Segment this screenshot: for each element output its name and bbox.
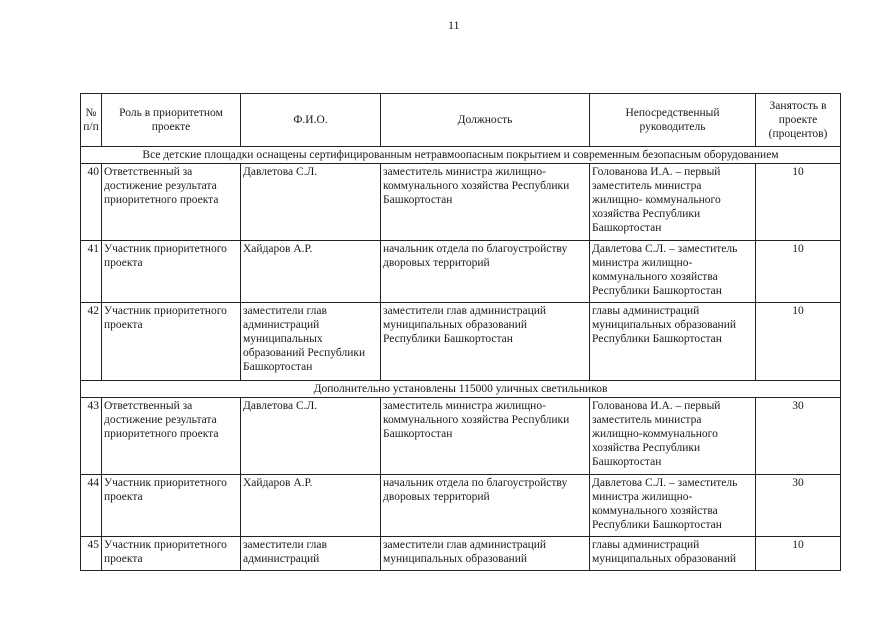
row-position: заместитель министра жилищно-коммунального хозяйства Республики Башкортостан xyxy=(381,398,590,475)
row-role: Ответственный за достижение результата приоритетного проекта xyxy=(102,164,241,241)
row-number: 42 xyxy=(81,303,102,381)
row-manager: Голованова И.А. – первый заместитель министра жилищно-коммунального хозяйства Республики Башкортостан xyxy=(590,398,756,475)
section-title: Все детские площадки оснащены сертифицированным нетравмоопасным покрытием и современным безопасным оборудованием xyxy=(81,147,841,164)
row-percent: 10 xyxy=(756,537,841,571)
project-roles-table xyxy=(80,93,841,571)
row-percent: 30 xyxy=(756,475,841,537)
table-row xyxy=(81,164,841,241)
row-manager: Давлетова С.Л. – заместитель министра жилищно-коммунального хозяйства Республики Башкортостан xyxy=(590,241,756,303)
table-header-row xyxy=(81,94,841,147)
row-role: Ответственный за достижение результата приоритетного проекта xyxy=(102,398,241,475)
row-position: заместители глав администраций муниципальных образований Республики Башкортостан xyxy=(381,303,590,381)
row-manager: Голованова И.А. – первый заместитель министра жилищно- коммунального хозяйства Республики Башкортостан xyxy=(590,164,756,241)
table-row xyxy=(81,475,841,537)
row-position: заместитель министра жилищно-коммунального хозяйства Республики Башкортостан xyxy=(381,164,590,241)
page-number: 11 xyxy=(448,18,460,32)
row-role: Участник приоритетного проекта xyxy=(102,303,241,381)
table-row xyxy=(81,537,841,571)
row-number: 44 xyxy=(81,475,102,537)
column-header-role: Роль в приоритетном проекте xyxy=(102,94,241,147)
row-name: Хайдаров А.Р. xyxy=(241,475,381,537)
row-percent: 10 xyxy=(756,241,841,303)
row-number: 45 xyxy=(81,537,102,571)
row-number: 41 xyxy=(81,241,102,303)
row-position: начальник отдела по благоустройству дворовых территорий xyxy=(381,475,590,537)
column-header-number: № п/п xyxy=(81,94,102,147)
row-name: Давлетова С.Л. xyxy=(241,398,381,475)
row-percent: 10 xyxy=(756,164,841,241)
row-name: заместители глав администраций муниципальных образований Республики Башкортостан xyxy=(241,303,381,381)
row-role: Участник приоритетного проекта xyxy=(102,537,241,571)
column-header-name: Ф.И.О. xyxy=(241,94,381,147)
row-name: Хайдаров А.Р. xyxy=(241,241,381,303)
column-header-percent: Занятость в проекте (процентов) xyxy=(756,94,841,147)
row-manager: Давлетова С.Л. – заместитель министра жилищно-коммунального хозяйства Республики Башкортостан xyxy=(590,475,756,537)
row-position: заместители глав администраций муниципальных образований xyxy=(381,537,590,571)
table-row xyxy=(81,241,841,303)
row-percent: 10 xyxy=(756,303,841,381)
row-name: заместители глав администраций xyxy=(241,537,381,571)
column-header-position: Должность xyxy=(381,94,590,147)
section-row xyxy=(81,147,841,164)
row-manager: главы администраций муниципальных образований xyxy=(590,537,756,571)
section-title: Дополнительно установлены 115000 уличных светильников xyxy=(81,381,841,398)
row-role: Участник приоритетного проекта xyxy=(102,241,241,303)
row-position: начальник отдела по благоустройству дворовых территорий xyxy=(381,241,590,303)
row-number: 43 xyxy=(81,398,102,475)
table-row xyxy=(81,398,841,475)
row-name: Давлетова С.Л. xyxy=(241,164,381,241)
row-manager: главы администраций муниципальных образований Республики Башкортостан xyxy=(590,303,756,381)
row-percent: 30 xyxy=(756,398,841,475)
row-number: 40 xyxy=(81,164,102,241)
column-header-manager: Непосредственный руководитель xyxy=(590,94,756,147)
row-role: Участник приоритетного проекта xyxy=(102,475,241,537)
section-row xyxy=(81,381,841,398)
table-row xyxy=(81,303,841,381)
